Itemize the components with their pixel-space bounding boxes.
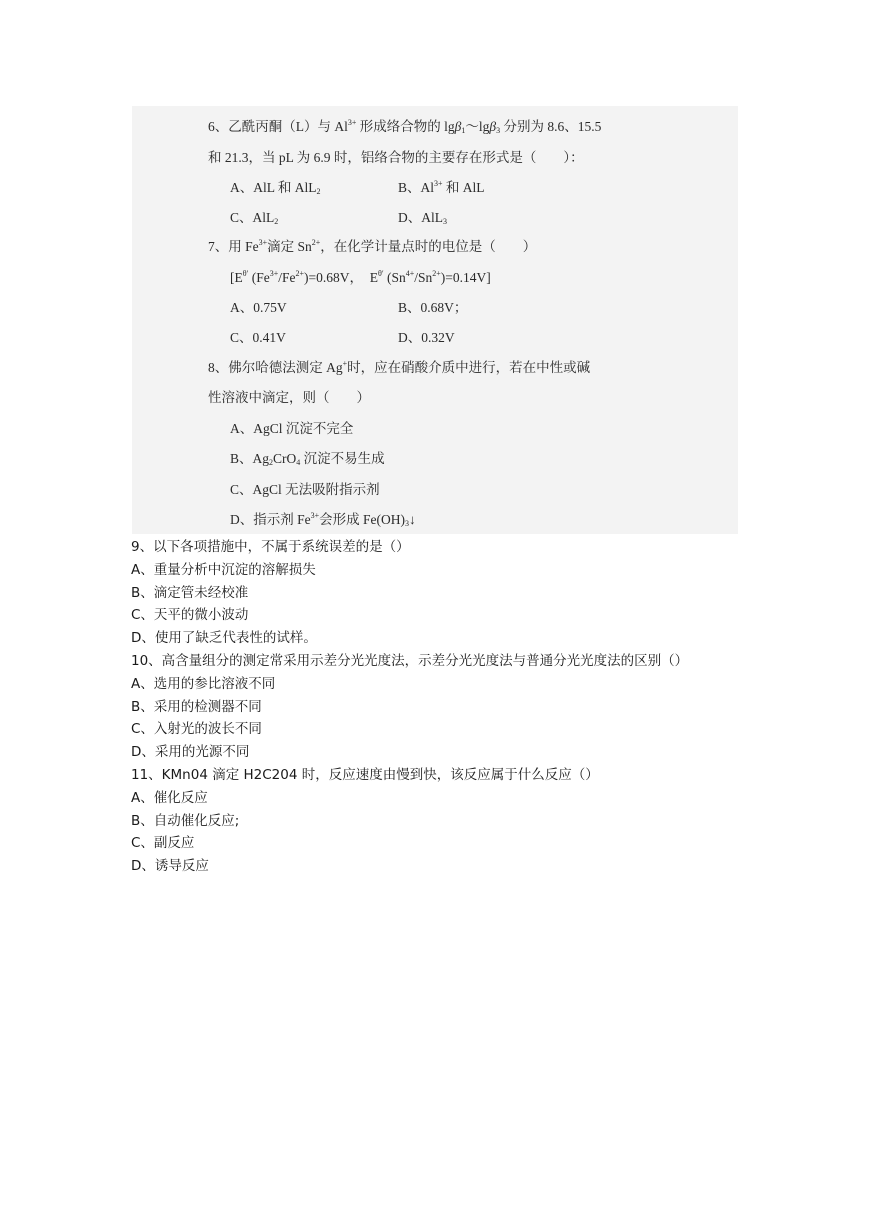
scan-line: 性溶液中滴定，则（ ） bbox=[208, 390, 370, 405]
option-c: C、入射光的波长不同 bbox=[131, 721, 262, 738]
option-b: B、自动催化反应; bbox=[131, 812, 240, 829]
scan-line: 8、佛尔哈德法测定 Ag+时，应在硝酸介质中进行，若在中性或碱 bbox=[208, 359, 591, 375]
option-c: C、天平的微小波动 bbox=[131, 607, 249, 624]
question-stem: 11、KMn04 滴定 H2C204 时，反应速度由慢到快，该反应属于什么反应（） bbox=[131, 766, 599, 783]
scan-line: D、指示剂 $Fe^{3+}$会形成 $Fe(OH)_3↓$ bbox=[230, 511, 416, 528]
option-a: A、选用的参比溶液不同 bbox=[131, 675, 276, 692]
scan-line: A、AgCl 沉淀不完全 bbox=[230, 421, 354, 436]
scan-line: 和 21.3，当 pL 为 6.9 时，铝络合物的主要存在形式是（ ）： bbox=[208, 150, 584, 165]
scan-line: A、0.75V bbox=[230, 300, 287, 315]
option-a: A、催化反应 bbox=[131, 789, 208, 806]
scan-line: B、0.68V； bbox=[398, 300, 468, 315]
scan-line: 7、用 $Fe^{3+}$滴定 $Sn^{2+}$，在化学计量点时的电位是（ ） bbox=[208, 238, 537, 254]
option-d: D、诱导反应 bbox=[131, 858, 209, 875]
question-stem: 10、高含量组分的测定常采用示差分光光度法，示差分光光度法与普通分光光度法的区别（） bbox=[131, 652, 689, 669]
option-b: B、采用的检测器不同 bbox=[131, 698, 262, 715]
scan-line: 6、乙酰丙酮（L）与 $Al^{3+}$ 形成络合物的 lgβ$_1$～lgβ$_3$ 分别为 8.6、15.5 bbox=[208, 118, 602, 135]
scan-line: B、$Ag_2CrO_4$ 沉淀不易生成 bbox=[230, 451, 385, 467]
question-10 bbox=[131, 650, 861, 764]
scan-line: D、0.32V bbox=[398, 330, 455, 345]
scan-line: C、AgCl 无法吸附指示剂 bbox=[230, 482, 380, 497]
question-stem: 9、以下各项措施中，不属于系统误差的是（） bbox=[131, 539, 410, 555]
option-b: B、滴定管未经校准 bbox=[131, 584, 249, 601]
scan-line: A、AlL 和 AlL$_2$ bbox=[230, 180, 321, 196]
question-9 bbox=[131, 536, 861, 650]
question-list bbox=[131, 536, 861, 878]
scan-line: C、0.41V bbox=[230, 330, 286, 345]
scan-line: C、AlL$_2$ bbox=[230, 210, 279, 226]
scan-line: B、$Al^{3+}$ 和 AlL bbox=[398, 179, 485, 195]
scan-line: [$E^{\theta'}$ $(Fe^{3+}/Fe^{2+})=0.68V$， $E^{\theta'}$ $(Sn^{4+}/Sn^{2+})=0.14V$] bbox=[230, 269, 491, 285]
option-d: D、使用了缺乏代表性的试样。 bbox=[131, 630, 317, 647]
option-c: C、副反应 bbox=[131, 835, 195, 852]
scanned-question-image bbox=[132, 106, 738, 534]
option-d: D、采用的光源不同 bbox=[131, 744, 250, 761]
scan-line: D、AlL$_3$ bbox=[398, 210, 447, 226]
question-11 bbox=[131, 764, 861, 878]
option-a: A、重量分析中沉淀的溶解损失 bbox=[131, 561, 316, 578]
